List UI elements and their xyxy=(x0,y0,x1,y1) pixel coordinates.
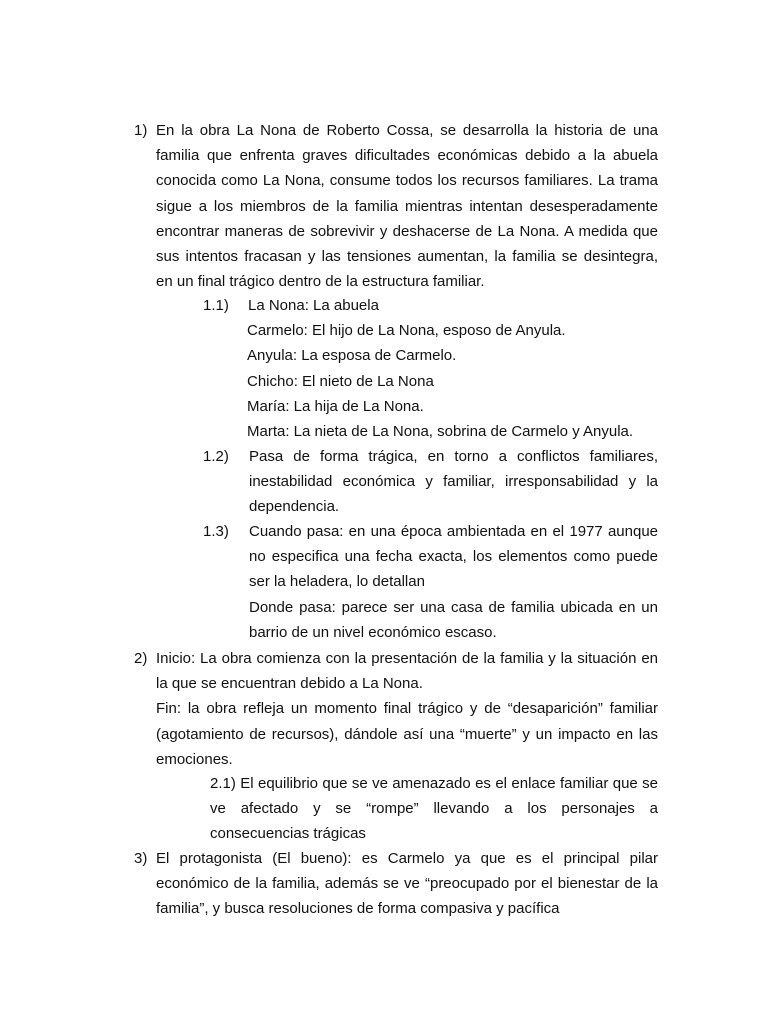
subitem-1-2-text: Pasa de forma trágica, en torno a conflictos familiares, inestabilidad económica y familiar, irresponsabilidad y la dependencia. xyxy=(249,448,658,516)
character-line-nona: La Nona: La abuela xyxy=(248,297,379,314)
character-line-anyula: Anyula: La esposa de Carmelo. xyxy=(247,347,457,365)
item-1-paragraph: En la obra La Nona de Roberto Cossa, se desarrolla la historia de una familia que enfrenta graves dificultades económicas debido a la abuela conocida como La Nona, consume todos los recursos familiares. La trama sigue a los miembros de la familia mientras intentan desesperadamente encontrar maneras de sobrevivir y deshacerse de La Nona. A medida que sus intentos fracasan y las tensiones aumentan, la familia se desintegra, en un final trágico dentro de la estructura familiar. xyxy=(156,122,658,291)
character-line-chicho: Chicho: El nieto de La Nona xyxy=(247,372,434,390)
subitem-1-3-block xyxy=(249,519,658,645)
item-1-number: 1) xyxy=(134,122,148,139)
character-line-maria: María: La hija de La Nona. xyxy=(247,397,424,415)
item-3-paragraph: El protagonista (El bueno): es Carmelo ya que es el principal pilar económico de la familia, además se ve “preocupado por el bienestar de la familia”, y busca resoluciones de forma compasiva y pacífica xyxy=(156,850,658,918)
character-line-carmelo: Carmelo: El hijo de La Nona, esposo de Anyula. xyxy=(247,322,566,340)
item-2-block xyxy=(156,646,658,772)
item-3-number: 3) xyxy=(134,850,148,867)
item-2-number: 2) xyxy=(134,650,148,667)
subitem-1-3-number: 1.3) xyxy=(203,523,229,540)
character-list xyxy=(247,293,667,444)
subitem-2-1-text: 2.1) El equilibrio que se ve amenazado es el enlace familiar que se ve afectado y se “rompe” llevando a los personajes a consecuencias trágicas xyxy=(210,775,658,843)
subitem-1-2-number: 1.2) xyxy=(203,448,229,465)
item-2-fin: Fin: la obra refleja un momento final trágico y de “desaparición” familiar (agotamiento de recursos), dándole así una “muerte” y un impacto en las emociones. xyxy=(156,700,658,768)
character-line-marta: Marta: La nieta de La Nona, sobrina de Carmelo y Anyula. xyxy=(247,423,634,441)
subitem-1-3-donde: Donde pasa: parece ser una casa de familia ubicada en un barrio de un nivel económico escaso. xyxy=(249,598,658,641)
subitem-1-1-number: 1.1) xyxy=(203,297,229,314)
subitem-1-3-cuando: Cuando pasa: en una época ambientada en el 1977 aunque no especifica una fecha exacta, los elementos como puede ser la heladera, lo detallan xyxy=(249,523,658,591)
item-2-inicio: Inicio: La obra comienza con la presentación de la familia y la situación en la que se encuentran debido a La Nona. xyxy=(156,650,658,693)
